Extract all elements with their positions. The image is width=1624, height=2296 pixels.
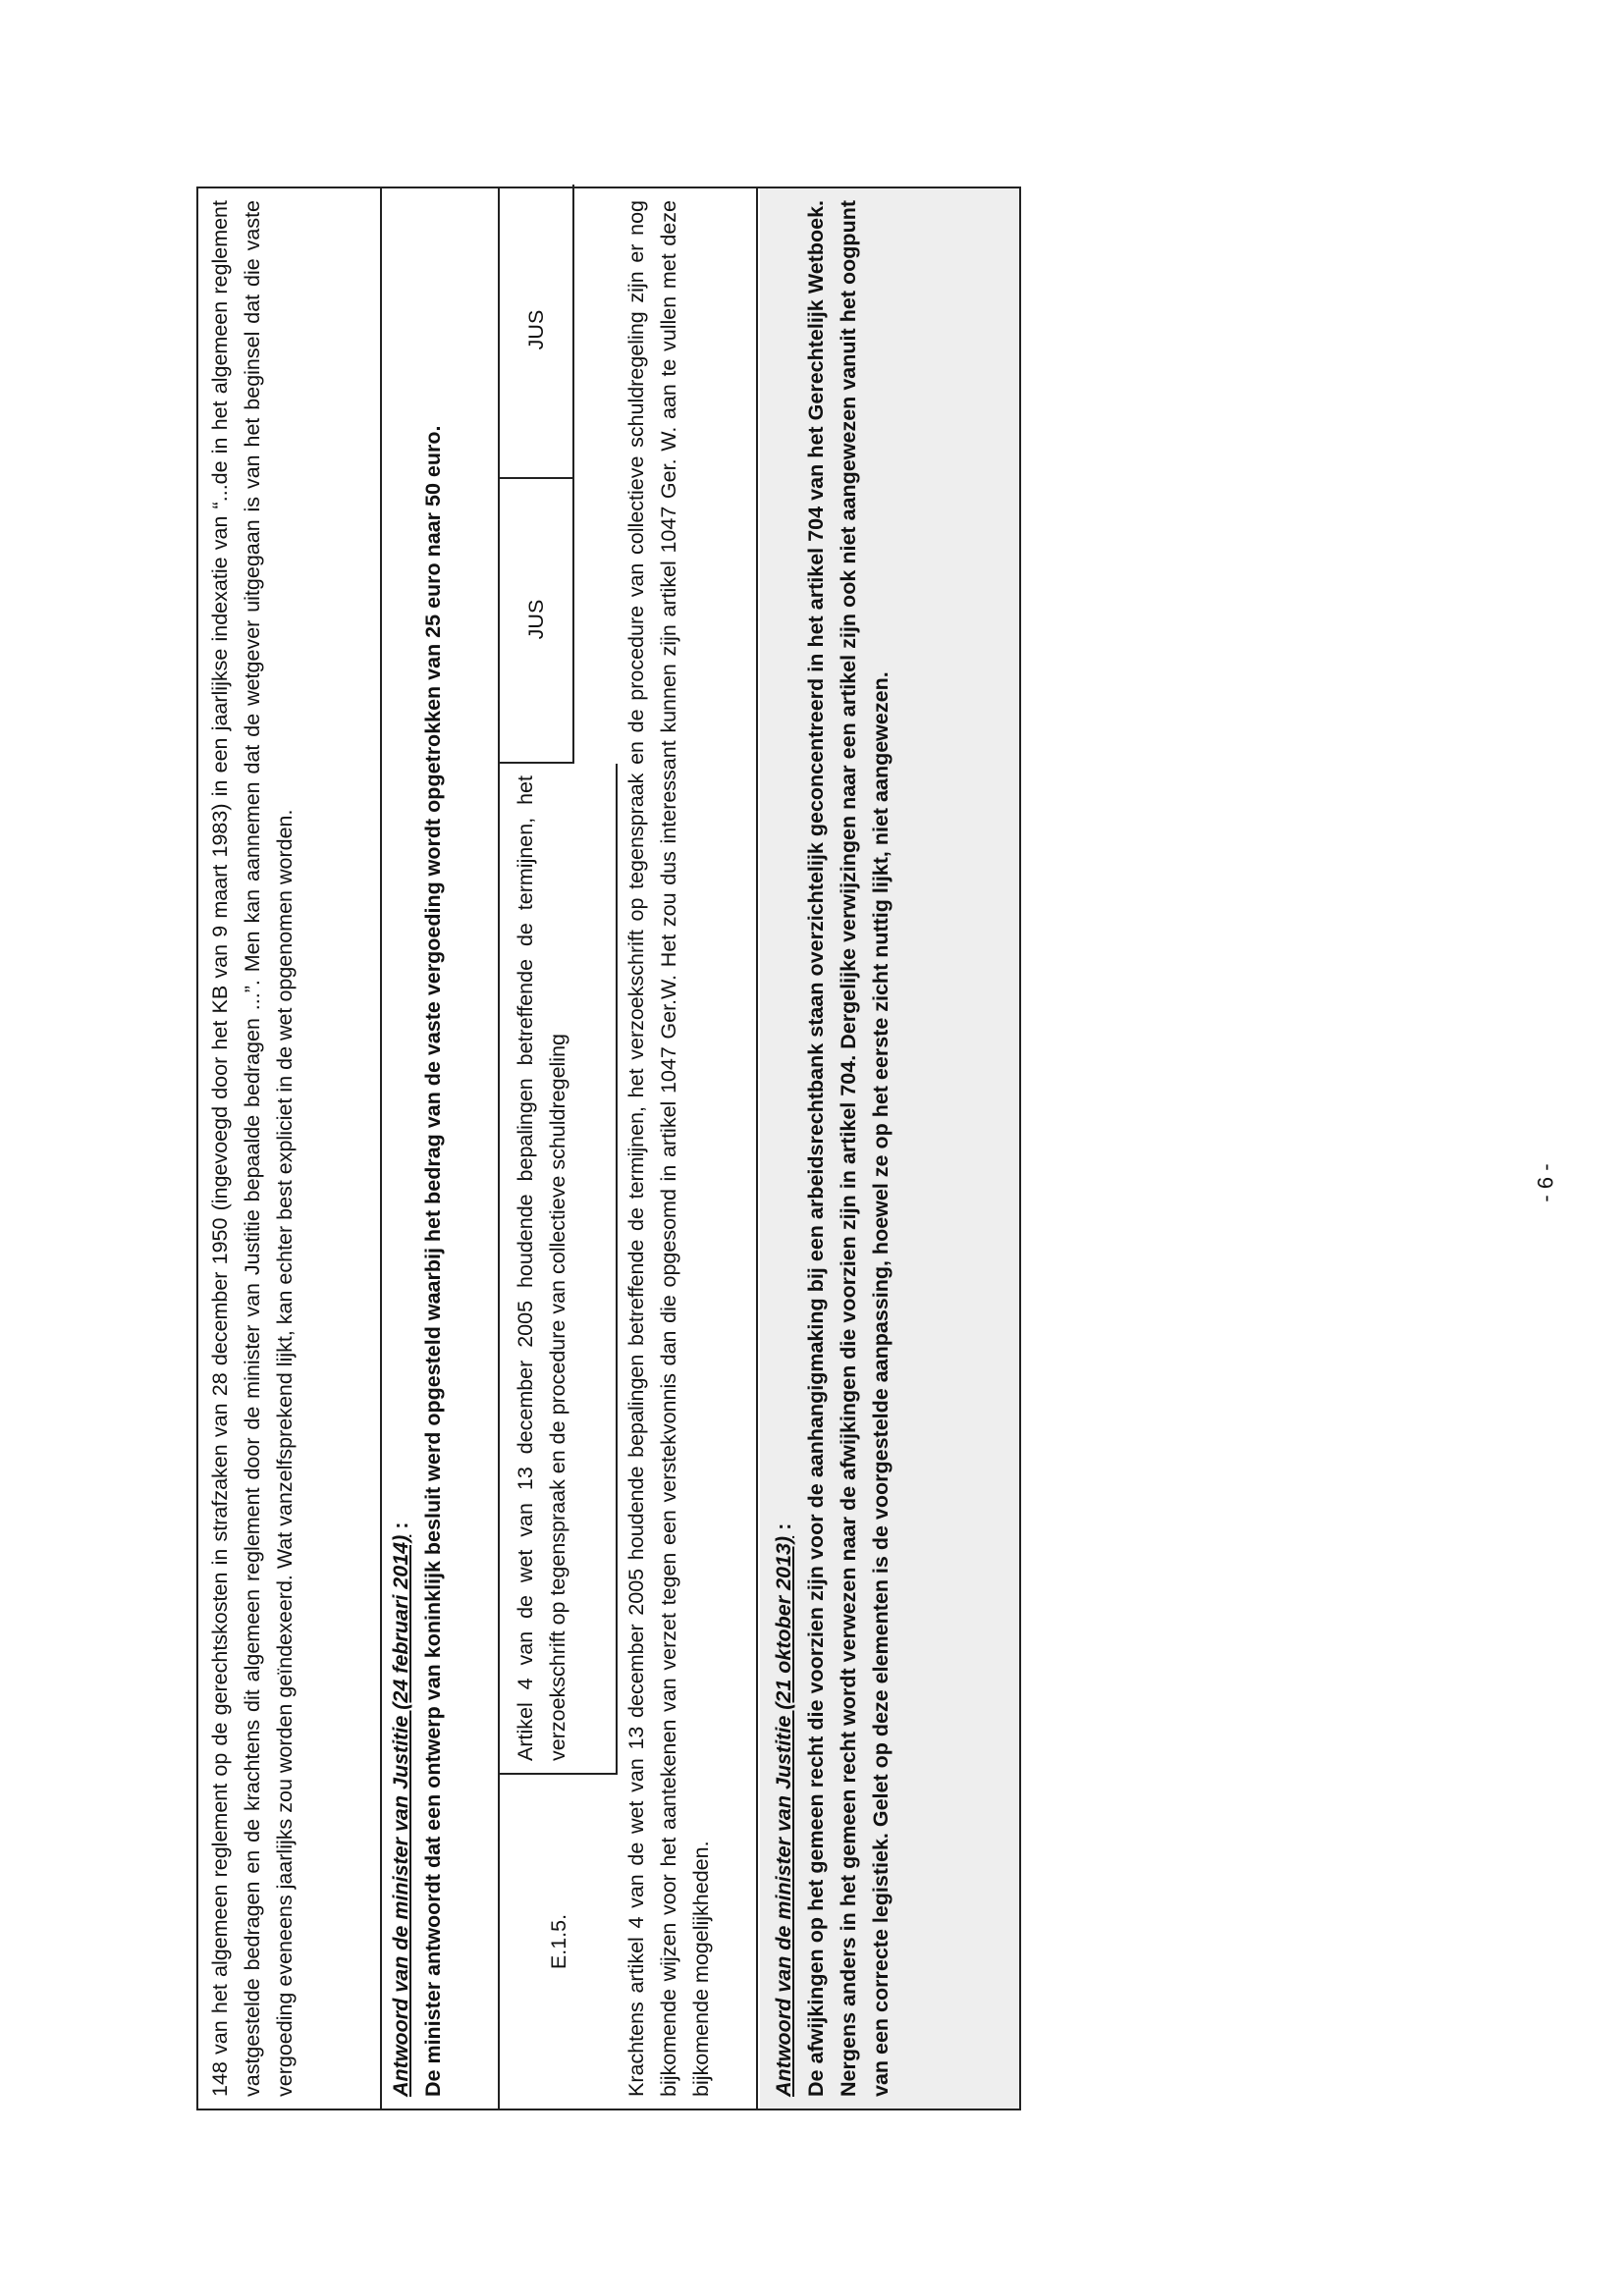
cell-divider bbox=[572, 185, 574, 764]
item-code: E.1.5. bbox=[546, 1913, 570, 1970]
answer-heading-line bbox=[768, 200, 800, 2097]
rotated-page-content bbox=[196, 187, 1021, 2110]
department-2: JUS bbox=[500, 183, 572, 479]
answer-heading-2014: Antwoord van de minister van Justitie (24 februari 2014) bbox=[389, 1534, 412, 2097]
explanation-cell bbox=[621, 188, 753, 2109]
intro-paragraph: 148 van het algemeen reglement op de gerechtskosten in strafzaken van 28 december 1950 (ingevoegd door het KB van 9 maart 1983) in een jaarlijkse indexatie van “...de in het algemeen reglement vastgestelde bedragen en de krachtens dit algemeen reglement door de minister van Justitie bepaalde bedragen ...”. Men kan aannemen dat de wetgever uitgegaan is van het beginsel dat die vaste vergoeding eveneens jaarlijks zou worden geïndexeerd. Wat vanzelfsprekend lijkt, kan echter best expliciet in de wet opgenomen worden. bbox=[208, 200, 297, 2097]
item-description-cell bbox=[500, 764, 616, 1775]
page-number-text: - 6 - bbox=[1534, 1163, 1558, 1202]
heading-colon: : bbox=[389, 1522, 412, 1535]
item-description: Artikel 4 van de wet van 13 december 2005 houdende bepalingen betreffende de termijnen, het verzoekschrift op tegenspraak en de procedure van collectieve schuldregeling bbox=[514, 775, 569, 1761]
explanation-paragraph: Krachtens artikel 4 van de wet van 13 december 2005 houdende bepalingen betreffende de termijnen, het verzoekschrift op tegenspraak en de procedure van collectieve schuldregeling zijn er nog bijkomende wijzen voor het aantekenen van verzet tegen een verstekvonnis dan die opgesomd in artikel 1047 Ger.W. Het zou dus interessant kunnen zijn artikel 1047 Ger. W. aan te vullen met deze bijkomende mogelijkheden. bbox=[624, 200, 713, 2097]
answer-heading-line bbox=[385, 200, 417, 2097]
table-row-e15 bbox=[500, 188, 618, 2109]
answer-text-2013: De afwijkingen op het gemeen recht die voorzien zijn voor de aanhangigmaking bij een arbeidsrechtbank staan overzichtelijk geconcentreerd in het artikel 704 van het Gerechtelijk Wetboek. Nergens anders in het gemeen recht wordt verwezen naar de afwijkingen die voorzien zijn in artikel 704. Dergelijke verwijzingen naar een artikel zijn ook niet aangewezen vanuit het oogpunt van een correcte legistiek. Gelet op deze elementen is de voorgestelde aanpassing, hoewel ze op het eerste zicht nuttig lijkt, niet aangewezen. bbox=[804, 200, 893, 2097]
answer-cell-2013 bbox=[760, 188, 1019, 2109]
answer-cell-2014 bbox=[385, 188, 493, 2109]
document-table bbox=[196, 187, 1021, 2110]
row-divider bbox=[380, 188, 382, 2109]
department-1: JUS bbox=[500, 477, 572, 764]
answer-text-2014: De minister antwoordt dat een ontwerp van koninklijk besluit werd opgesteld waarbij het bedrag van de vaste vergoeding wordt opgetrokken van 25 euro naar 50 euro. bbox=[421, 425, 445, 2097]
page-number bbox=[1527, 1144, 1566, 1222]
heading-colon: : bbox=[772, 1522, 795, 1536]
row-divider bbox=[756, 188, 758, 2109]
answer-heading-2013: Antwoord van de minister van Justitie (21 oktober 2013) bbox=[772, 1535, 795, 2097]
intro-paragraph-cell bbox=[204, 188, 377, 2109]
cell-divider bbox=[616, 764, 618, 1775]
